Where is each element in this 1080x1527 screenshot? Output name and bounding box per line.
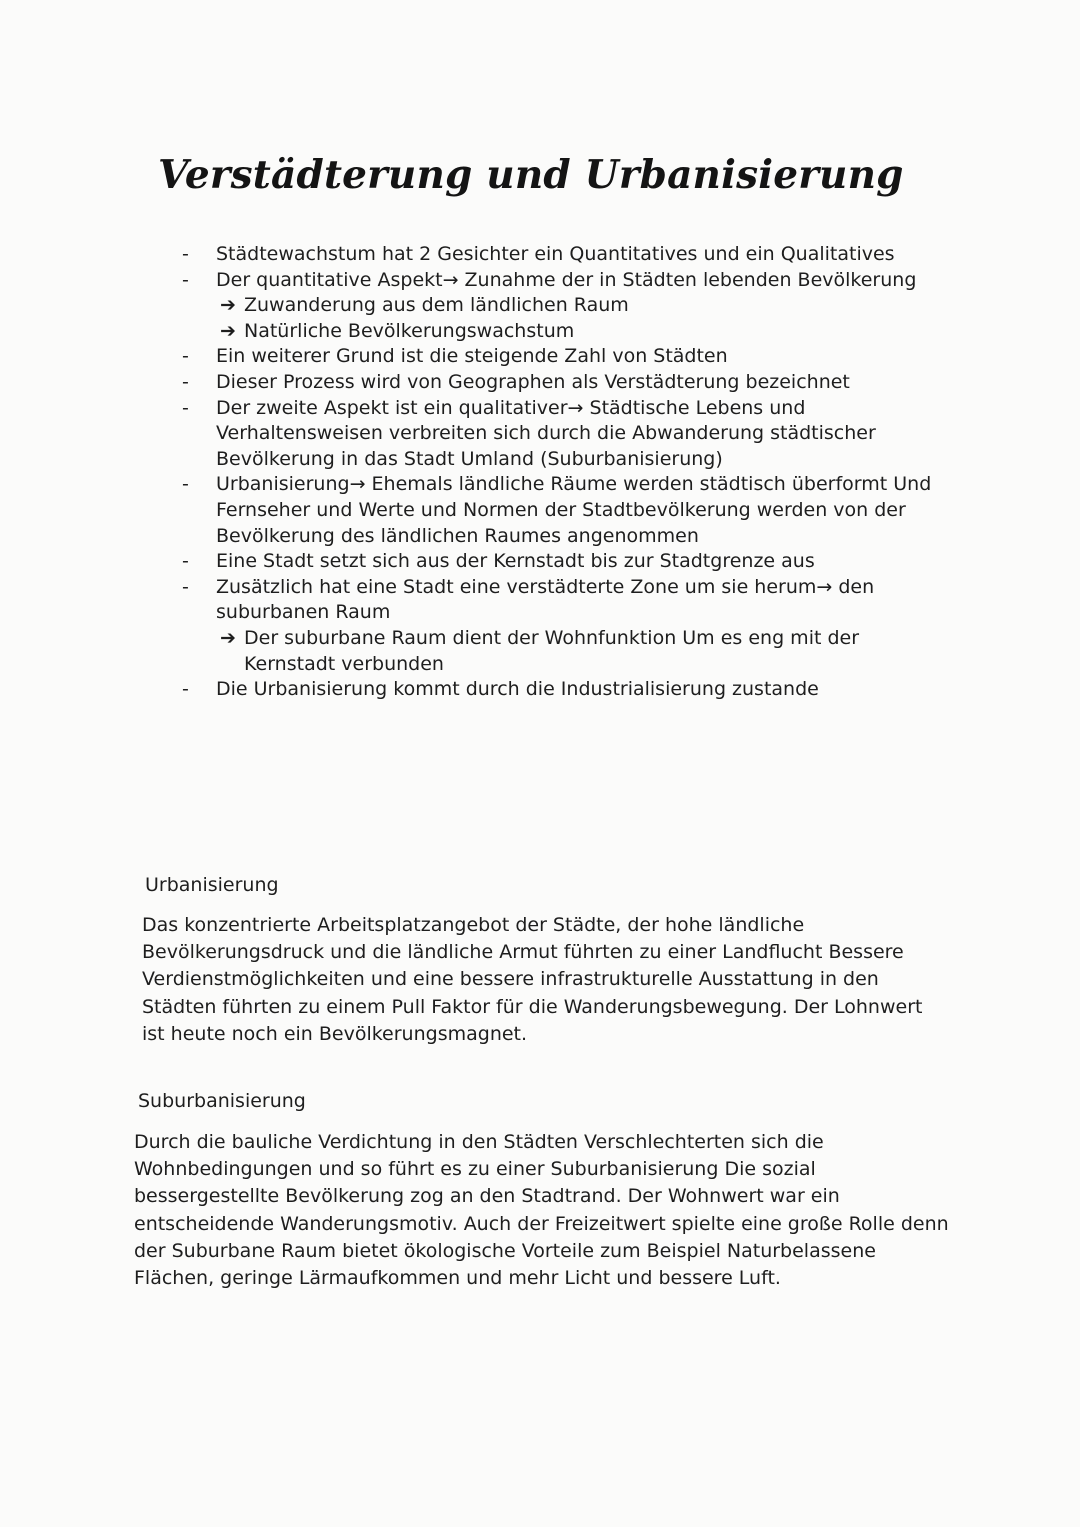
list-item	[178, 677, 938, 703]
sub-list-item	[178, 626, 938, 677]
list-item	[178, 396, 938, 473]
list-item-text: Dieser Prozess wird von Geographen als Verstädterung bezeichnet	[216, 370, 850, 393]
arrow-right-icon: ➔	[220, 626, 236, 649]
list-item	[178, 344, 938, 370]
list-item	[178, 268, 938, 294]
sub-list-item-text: Natürliche Bevölkerungswachstum	[244, 319, 575, 342]
section-heading-suburbanisierung: Suburbanisierung	[138, 1090, 306, 1112]
page-title: Verstädterung und Urbanisierung	[158, 152, 904, 198]
list-item-text: Urbanisierung→ Ehemals ländliche Räume werden städtisch überformt Und Fernseher und Werte und Normen der Stadtbevölkerung werden von der Bevölkerung des ländlichen Raumes angenommen	[216, 473, 932, 547]
sub-list-item-text: Der suburbane Raum dient der Wohnfunktion Um es eng mit der Kernstadt verbunden	[244, 626, 860, 675]
list-item-text: Städtewachstum hat 2 Gesichter ein Quantitatives und ein Qualitatives	[216, 243, 895, 265]
list-item-text: Der quantitative Aspekt→ Zunahme der in Städten lebenden Bevölkerung	[216, 268, 917, 291]
sub-list-item-text: Zuwanderung aus dem ländlichen Raum	[244, 294, 629, 317]
bullet-list	[178, 242, 938, 703]
list-item-text: Der zweite Aspekt ist ein qualitativer→ Städtische Lebens und Verhaltensweisen verbreiten sich durch die Abwanderung städtischer Bevölkerung in das Stadt Umland (Suburbanisierung)	[216, 396, 876, 470]
list-item	[178, 472, 938, 549]
list-item-text: Eine Stadt setzt sich aus der Kernstadt bis zur Stadtgrenze aus	[216, 550, 815, 573]
section-body-urbanisierung: Das konzentrierte Arbeitsplatzangebot der Städte, der hohe ländliche Bevölkerungsdruck und die ländliche Armut führten zu einer Landflucht Bessere Verdienstmöglichkeiten und eine bessere infrastrukturelle Ausstattung in den Städten führten zu einem Pull Faktor für die Wanderungsbewegung. Der Lohnwert ist heute noch ein Bevölkerungsmagnet.	[142, 914, 923, 1045]
list-item-text: Zusätzlich hat eine Stadt eine verstädterte Zone um sie herum→ den suburbanen Raum	[216, 575, 875, 624]
list-item-text: Die Urbanisierung kommt durch die Industrialisierung zustande	[216, 678, 819, 701]
sub-list-item	[178, 293, 938, 319]
arrow-right-icon: ➔	[220, 319, 236, 342]
sub-list-item	[178, 319, 938, 345]
list-item	[178, 549, 938, 575]
section-heading-urbanisierung: Urbanisierung	[145, 874, 279, 896]
list-item	[178, 370, 938, 396]
section-body-suburbanisierung: Durch die bauliche Verdichtung in den Städten Verschlechterten sich die Wohnbedingungen und so führt es zu einer Suburbanisierung Die sozial bessergestellte Bevölkerung zog an den Stadtrand. Der Wohnwert war ein entscheidende Wanderungsmotiv. Auch der Freizeitwert spielte eine große Rolle denn der Suburbane Raum bietet ökologische Vorteile zum Beispiel Naturbelassene Flächen, geringe Lärmaufkommen und mehr Licht und bessere Luft.	[134, 1131, 949, 1290]
arrow-right-icon: ➔	[220, 294, 236, 317]
list-item-text: Ein weiterer Grund ist die steigende Zahl von Städten	[216, 345, 728, 368]
list-item	[178, 575, 938, 626]
list-item	[178, 242, 938, 268]
